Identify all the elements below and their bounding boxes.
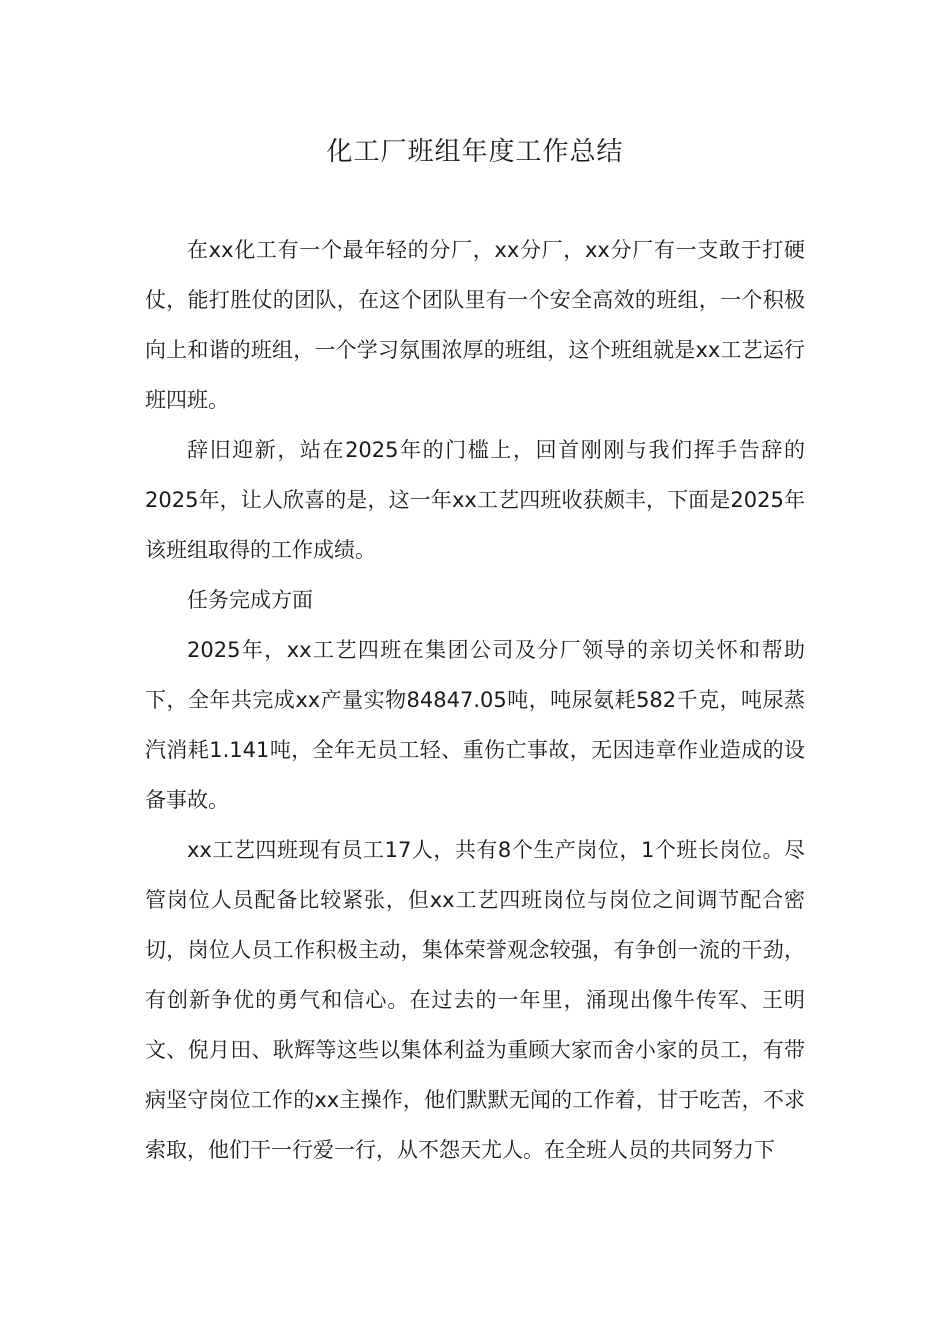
paragraph-new-year: 辞旧迎新，站在2025年的门槛上，回首刚刚与我们挥手告辞的2025年，让人欣喜的是，这一年xx工艺四班收获颇丰，下面是2025年该班组取得的工作成绩。: [145, 438, 805, 562]
document-title: 化工厂班组年度工作总结: [326, 137, 624, 167]
paragraph-intro: 在xx化工有一个最年轻的分厂，xx分厂，xx分厂有一支敢于打硬仗，能打胜仗的团队，在这个团队里有一个安全高效的班组，一个积极向上和谐的班组，一个学习氛围浓厚的班组，这个班组就是xx工艺运行班四班。: [145, 238, 805, 412]
document-body: [145, 225, 805, 1175]
section-heading-task-completion: 任务完成方面: [187, 588, 313, 612]
paragraph-production-results: 2025年，xx工艺四班在集团公司及分厂领导的亲切关怀和帮助下，全年共完成xx产量实物84847.05吨，吨尿氨耗582千克，吨尿蒸汽消耗1.141吨，全年无员工轻、重伤亡事故，无因违章作业造成的设备事故。: [145, 638, 805, 812]
paragraph-team-staff: xx工艺四班现有员工17人，共有8个生产岗位，1个班长岗位。尽管岗位人员配备比较紧张，但xx工艺四班岗位与岗位之间调节配合密切，岗位人员工作积极主动，集体荣誉观念较强，有争创一流的干劲，有创新争优的勇气和信心。在过去的一年里，涌现出像牛传军、王明文、倪月田、耿辉等这些以集体利益为重顾大家而舍小家的员工，有带病坚守岗位工作的xx主操作，他们默默无闻的工作着，甘于吃苦，不求索取，他们干一行爱一行，从不怨天尤人。在全班人员的共同努力下: [145, 838, 805, 1162]
